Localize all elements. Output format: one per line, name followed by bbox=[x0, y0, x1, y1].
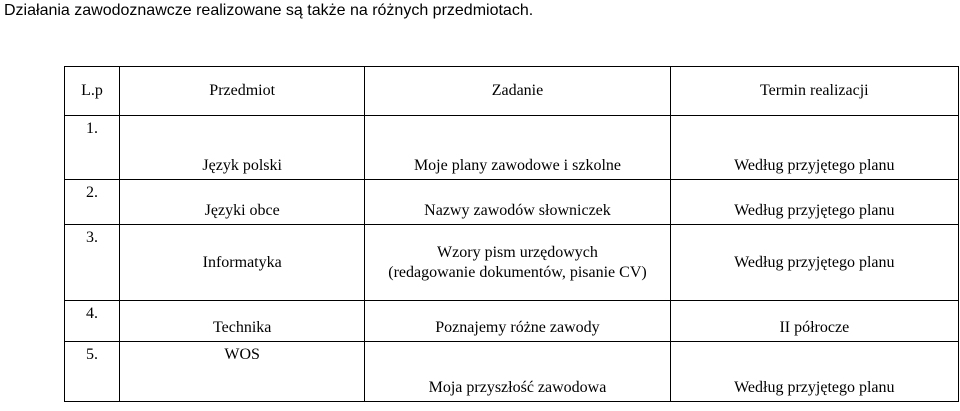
row-deadline bbox=[670, 180, 958, 225]
row-task bbox=[365, 301, 670, 342]
row-lp-text: 4. bbox=[86, 305, 99, 322]
row-task-text: Poznajemy różne zawody bbox=[435, 319, 600, 336]
row-lp bbox=[65, 180, 120, 225]
row-deadline bbox=[670, 225, 958, 301]
row-lp bbox=[65, 225, 120, 301]
table-row bbox=[65, 225, 959, 301]
header-subject: Przedmiot bbox=[120, 67, 365, 116]
row-deadline bbox=[670, 342, 958, 402]
subjects-table bbox=[64, 66, 959, 402]
row-subject bbox=[120, 116, 365, 180]
row-task-text: Moja przyszłość zawodowa bbox=[428, 379, 607, 396]
row-task-text-line2: (redagowanie dokumentów, pisanie CV) bbox=[388, 263, 647, 281]
row-deadline-text: Według przyjętego planu bbox=[734, 253, 895, 271]
row-task bbox=[365, 116, 670, 180]
row-deadline-text: Według przyjętego planu bbox=[734, 202, 895, 219]
row-subject-text: Informatyka bbox=[202, 253, 282, 271]
row-lp-text: 3. bbox=[86, 229, 99, 246]
header-lp: L.p bbox=[65, 67, 120, 116]
row-deadline-text: II półrocze bbox=[779, 319, 850, 336]
row-lp bbox=[65, 342, 120, 402]
table-row bbox=[65, 116, 959, 180]
row-task bbox=[365, 342, 670, 402]
row-lp bbox=[65, 116, 120, 180]
row-task bbox=[365, 180, 670, 225]
row-subject-text: WOS bbox=[224, 346, 260, 363]
row-subject-text: Języki obce bbox=[204, 202, 280, 219]
intro-text: Działania zawodoznawcze realizowane są także na różnych przedmiotach. bbox=[4, 2, 534, 19]
row-subject bbox=[120, 180, 365, 225]
header-deadline: Termin realizacji bbox=[670, 67, 958, 116]
table-row bbox=[65, 180, 959, 225]
row-subject bbox=[120, 342, 365, 402]
row-deadline bbox=[670, 301, 958, 342]
row-deadline-text: Według przyjętego planu bbox=[734, 157, 895, 174]
row-lp bbox=[65, 301, 120, 342]
row-task-text: Moje plany zawodowe i szkolne bbox=[413, 157, 621, 174]
row-task bbox=[365, 225, 670, 301]
row-lp-text: 1. bbox=[86, 120, 99, 137]
row-lp-text: 5. bbox=[86, 346, 99, 363]
row-lp-text: 2. bbox=[86, 184, 99, 201]
header-task: Zadanie bbox=[365, 67, 670, 116]
row-task-text: Wzory pism urzędowych bbox=[437, 243, 598, 261]
row-subject-text: Język polski bbox=[202, 157, 282, 174]
table-row bbox=[65, 342, 959, 402]
row-deadline bbox=[670, 116, 958, 180]
row-subject-text: Technika bbox=[212, 319, 272, 336]
row-subject bbox=[120, 301, 365, 342]
row-subject bbox=[120, 225, 365, 301]
row-deadline-text: Według przyjętego planu bbox=[734, 379, 895, 396]
row-task-text: Nazwy zawodów słowniczek bbox=[424, 202, 611, 219]
table-row bbox=[65, 301, 959, 342]
table-header-row bbox=[65, 67, 959, 116]
